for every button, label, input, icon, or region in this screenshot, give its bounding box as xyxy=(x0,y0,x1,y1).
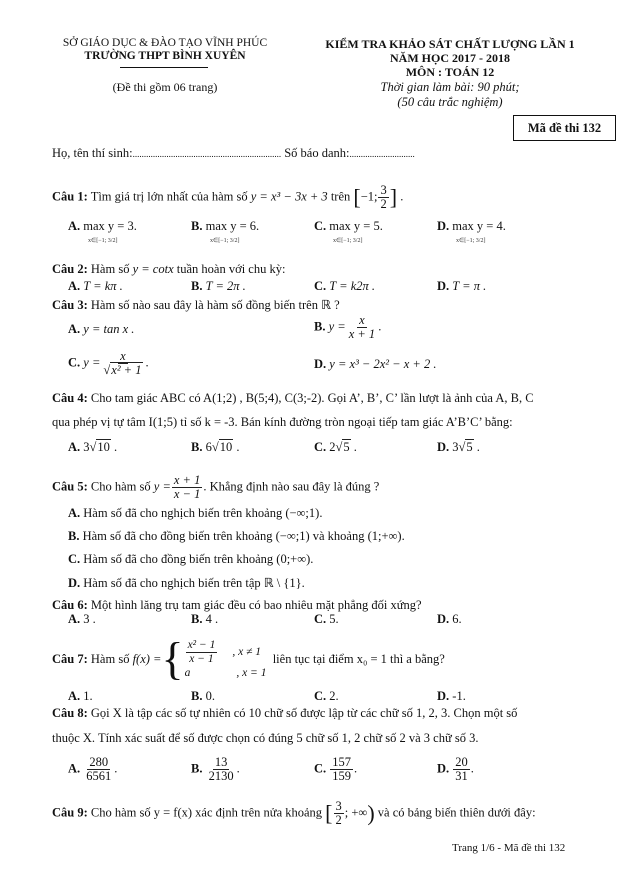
question-text: Hàm số xyxy=(90,262,130,276)
bracket-open: [ xyxy=(353,184,361,210)
question-9: Câu 9: Cho hàm số y = f(x) xác định trên nửa khoảng [ $\frac{3}{2}$ ; +∞) và có bảng biến thiên dưới đây: xyxy=(52,799,536,828)
q8-answer-a[interactable]: A. $\frac{280}{6561}$ . xyxy=(68,755,118,784)
candidate-id-label: Số báo danh: xyxy=(284,146,350,160)
question-8-line-1 xyxy=(52,706,517,721)
q6-answer-c[interactable]: C. 5. xyxy=(314,612,339,626)
max-subscript: x∈[−1; 3/2] xyxy=(333,238,363,244)
school-name: TRƯỜNG THPT BÌNH XUYÊN xyxy=(84,50,246,62)
max-subscript: x∈[−1; 3/2] xyxy=(456,238,486,244)
q8-answer-c[interactable]: C. $\frac{157}{159}$ . xyxy=(314,755,358,784)
question-label: Câu 7: xyxy=(52,651,88,666)
question-label: Câu 3: xyxy=(52,298,88,312)
q1-answer-d[interactable]: D. max y = 4. xyxy=(437,219,506,233)
question-7 xyxy=(52,633,445,684)
q7-answer-b[interactable]: B. 0. xyxy=(191,689,215,703)
candidate-id-field[interactable]: ............................. xyxy=(349,149,415,159)
q5-answer-a[interactable]: A. Hàm số đã cho nghịch biến trên khoảng (−∞;1). xyxy=(68,506,323,520)
q5-answer-d[interactable]: D. Hàm số đã cho nghịch biến trên tập ℝ \ {1}. xyxy=(68,576,305,590)
subject: MÔN : TOÁN 12 xyxy=(405,65,495,79)
q5-answer-b[interactable]: B. Hàm số đã cho đồng biến trên khoảng (−∞;1) và khoảng (1;+∞). xyxy=(68,529,405,543)
question-count: (50 câu trắc nghiệm) xyxy=(397,95,503,109)
question-4-line-1 xyxy=(52,391,534,406)
q2-answer-d[interactable]: D. T = π . xyxy=(437,279,487,293)
question-fraction: $\frac{x + 1}{x - 1}$ xyxy=(173,473,201,502)
question-text: Một hình lăng trụ tam giác đều có bao nhiêu mặt phẳng đối xứng? xyxy=(90,598,422,612)
question-label: Câu 5: xyxy=(52,479,88,494)
q3-answer-a[interactable]: A. y = tan x . xyxy=(68,322,135,336)
question-formula: y = x³ − 3x + 3 xyxy=(250,189,328,204)
exam-title: KIỂM TRA KHẢO SÁT CHẤT LƯỢNG LẦN 1 xyxy=(325,37,575,51)
paren-close: ) xyxy=(367,800,375,826)
q3-answer-c[interactable]: C. y = $\frac{x}{\text{√x² + 1}}$ . xyxy=(68,349,149,378)
question-label: Câu 2: xyxy=(52,262,88,276)
q5-answer-c[interactable]: C. Hàm số đã cho đồng biến trên khoảng (0;+∞). xyxy=(68,552,314,566)
q3-answer-d[interactable]: D. y = x³ − 2x² − x + 2 . xyxy=(314,357,437,371)
question-suffix: trên xyxy=(330,189,351,204)
question-2 xyxy=(52,262,285,277)
question-text: Hàm số xyxy=(90,651,130,666)
question-formula: y = cotx xyxy=(132,262,174,276)
q1-answer-c[interactable]: C. max y = 5. xyxy=(314,219,383,233)
brace-icon: { xyxy=(161,633,184,684)
q2-answer-a[interactable]: A. T = kπ . xyxy=(68,279,123,293)
question-text: Gọi X là tập các số tự nhiên có 10 chữ số được lập từ các chữ số 1, 2, 3. Chọn một số xyxy=(90,706,518,720)
question-suffix: và có bảng biến thiên dưới đây: xyxy=(377,805,536,820)
candidate-info-line xyxy=(52,146,415,161)
q7-answer-a[interactable]: A. 1. xyxy=(68,689,93,703)
bracket-open: [ xyxy=(325,800,333,826)
header-divider xyxy=(120,67,208,68)
question-3 xyxy=(52,297,340,313)
q3-answer-b[interactable]: B. y = $\frac{x}{x + 1}$ . xyxy=(314,313,382,342)
q7-answer-c[interactable]: C. 2. xyxy=(314,689,339,703)
question-label: Câu 6: xyxy=(52,598,88,612)
q2-answer-b[interactable]: B. T = 2π . xyxy=(191,279,246,293)
question-8-line-2: thuộc X. Tính xác suất để số được chọn có đúng 5 chữ số 1, 2 chữ số 2 và 3 chữ số 3. xyxy=(52,731,479,745)
q1-answer-a[interactable]: A. max y = 3. xyxy=(68,219,137,233)
question-suffix: tuần hoàn với chu kỳ: xyxy=(176,262,286,276)
interval-left: −1; xyxy=(360,189,378,204)
q4-answer-b[interactable]: B. 6√10 . xyxy=(191,440,240,454)
q4-answer-d[interactable]: D. 3√5 . xyxy=(437,440,480,454)
question-1: Câu 1: Tìm giá trị lớn nhất của hàm số y = x³ − 3x + 3 trên [−1; $\frac{3}{2}$ ] . xyxy=(52,183,404,212)
q8-answer-d[interactable]: D. $\frac{20}{31}$ . xyxy=(437,755,474,784)
question-5: Câu 5: Cho hàm số y = $\frac{x + 1}{x - 1}$ . Khẳng định nào sau đây là đúng ? xyxy=(52,473,380,502)
school-year: NĂM HỌC 2017 - 2018 xyxy=(390,51,510,65)
q2-answer-c[interactable]: C. T = k2π . xyxy=(314,279,376,293)
q4-answer-c[interactable]: C. 2√5 . xyxy=(314,440,357,454)
q1-answer-b[interactable]: B. max y = 6. xyxy=(191,219,260,233)
question-label: Câu 8: xyxy=(52,706,88,720)
question-text: Tìm giá trị lớn nhất của hàm số xyxy=(90,189,248,204)
interval-fraction: $\frac{3}{2}$ xyxy=(380,183,387,212)
question-label: Câu 1: xyxy=(52,189,88,204)
question-suffix: liên tục tại điểm x₀ = 1 thì a bằng? xyxy=(272,651,445,666)
q6-answer-a[interactable]: A. 3 . xyxy=(68,612,96,626)
question-6 xyxy=(52,598,422,613)
department-name: SỞ GIÁO DỤC & ĐÀO TẠO VĨNH PHÚC xyxy=(62,37,268,49)
pages-note: (Đề thi gồm 06 trang) xyxy=(112,80,218,94)
function-name: f(x) = xyxy=(132,651,162,666)
candidate-name-label: Họ, tên thí sinh: xyxy=(52,146,133,160)
q4-answer-a[interactable]: A. 3√10 . xyxy=(68,440,118,454)
q8-answer-b[interactable]: B. $\frac{13}{2130}$ . xyxy=(191,755,240,784)
question-text: Cho tam giác ABC có A(1;2) , B(5;4), C(3;-2). Gọi A’, B’, C’ lần lượt là ảnh của A, B, C xyxy=(90,391,534,405)
question-suffix: . Khẳng định nào sau đây là đúng ? xyxy=(203,479,380,494)
question-text: Cho hàm số xyxy=(90,479,151,494)
question-text: Cho hàm số y = f(x) xác định trên nửa khoảng xyxy=(90,805,323,820)
exam-duration: Thời gian làm bài: 90 phút; xyxy=(380,80,520,94)
q6-answer-d[interactable]: D. 6. xyxy=(437,612,462,626)
exam-code-box: Mã đề thi 132 xyxy=(513,115,616,141)
question-label: Câu 9: xyxy=(52,805,88,820)
question-label: Câu 4: xyxy=(52,391,88,405)
candidate-name-field[interactable]: .................................................................. xyxy=(132,149,282,159)
bracket-close: ] xyxy=(389,184,398,210)
question-4-line-2: qua phép vị tự tâm I(1;5) tỉ số k = -3. Bán kính đường tròn ngoại tiếp tam giác A’B’C’ bằng: xyxy=(52,415,513,429)
page-footer: Trang 1/6 - Mã đề thi 132 xyxy=(452,842,566,854)
question-text: Hàm số nào sau đây là hàm số đồng biến trên ℝ ? xyxy=(90,298,340,312)
piecewise-function: { $\frac{\text{x² − 1}}{x - 1}$ , x ≠ 1 a , x = 1 xyxy=(161,633,267,684)
q7-answer-d[interactable]: D. -1. xyxy=(437,689,466,703)
max-subscript: x∈[−1; 3/2] xyxy=(210,238,240,244)
q6-answer-b[interactable]: B. 4 . xyxy=(191,612,219,626)
max-subscript: x∈[−1; 3/2] xyxy=(88,238,118,244)
